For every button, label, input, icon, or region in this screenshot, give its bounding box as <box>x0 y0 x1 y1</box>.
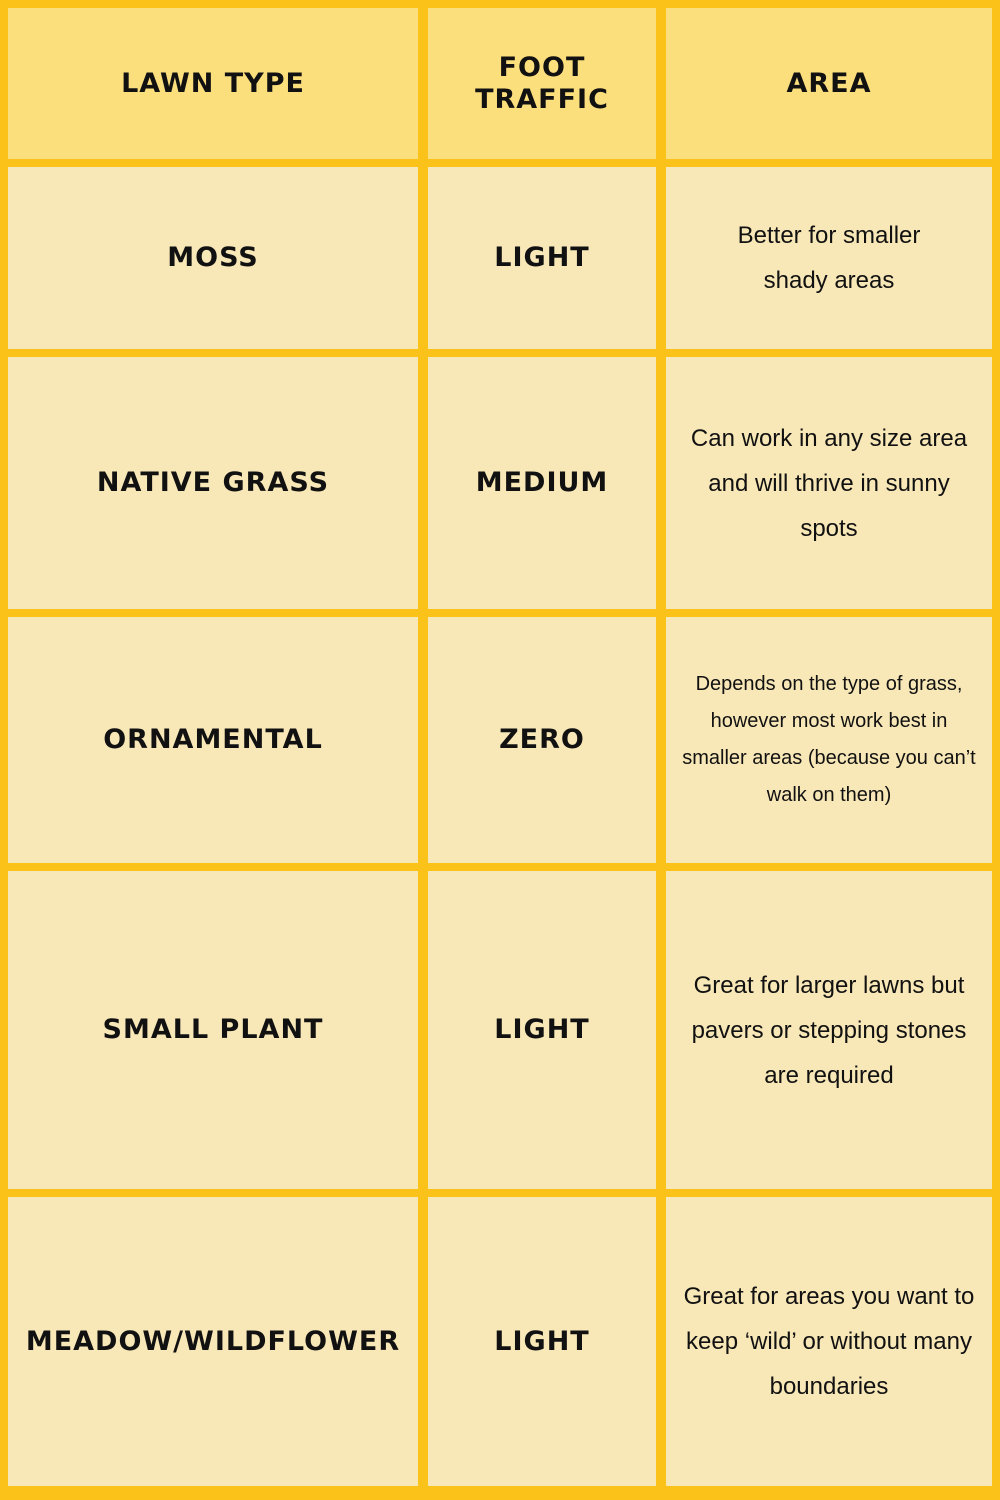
table-row-4-area <box>666 871 992 1189</box>
header-area <box>666 8 992 159</box>
table-row-5-foot-traffic <box>428 1197 656 1486</box>
area-cell: Can work in any size area and will thrive in sunny spots <box>690 424 968 542</box>
header-area-label: AREA <box>786 67 872 99</box>
lawn-type-cell: MOSS <box>167 242 259 274</box>
foot-traffic-cell: LIGHT <box>494 242 590 274</box>
area-cell: Great for larger lawns but pavers or stepping stones are required <box>691 971 967 1089</box>
table-row-2-foot-traffic <box>428 357 656 609</box>
table-row-3-foot-traffic <box>428 617 656 863</box>
area-cell: Depends on the type of grass, however most work best in smaller areas (because you can’t walk on them) <box>682 673 976 806</box>
foot-traffic-cell: LIGHT <box>494 1014 590 1046</box>
table-row-3-area <box>666 617 992 863</box>
lawn-type-cell: SMALL PLANT <box>102 1014 324 1046</box>
lawn-type-cell: MEADOW/WILDFLOWER <box>25 1325 401 1357</box>
foot-traffic-cell: ZERO <box>499 724 585 756</box>
table-row-5-area <box>666 1197 992 1486</box>
foot-traffic-cell: LIGHT <box>494 1325 590 1357</box>
header-foot-traffic-label: FOOT TRAFFIC <box>475 52 609 115</box>
lawn-type-cell: ORNAMENTAL <box>103 724 323 756</box>
table-row-5-lawn-type <box>8 1197 418 1486</box>
header-foot-traffic <box>428 8 656 159</box>
area-cell: Better for smaller shady areas <box>737 222 921 294</box>
table-row-4-foot-traffic <box>428 871 656 1189</box>
header-lawn-type-label: LAWN TYPE <box>121 67 305 99</box>
foot-traffic-cell: MEDIUM <box>475 467 609 499</box>
table-row-1-foot-traffic <box>428 167 656 349</box>
header-lawn-type <box>8 8 418 159</box>
table-row-2-lawn-type <box>8 357 418 609</box>
lawn-type-cell: NATIVE GRASS <box>96 467 330 499</box>
table-row-2-area <box>666 357 992 609</box>
area-cell: Great for areas you want to keep ‘wild’ or without many boundaries <box>683 1283 975 1400</box>
table-row-1-lawn-type <box>8 167 418 349</box>
table-row-3-lawn-type <box>8 617 418 863</box>
table-row-1-area <box>666 167 992 349</box>
table-row-4-lawn-type <box>8 871 418 1189</box>
